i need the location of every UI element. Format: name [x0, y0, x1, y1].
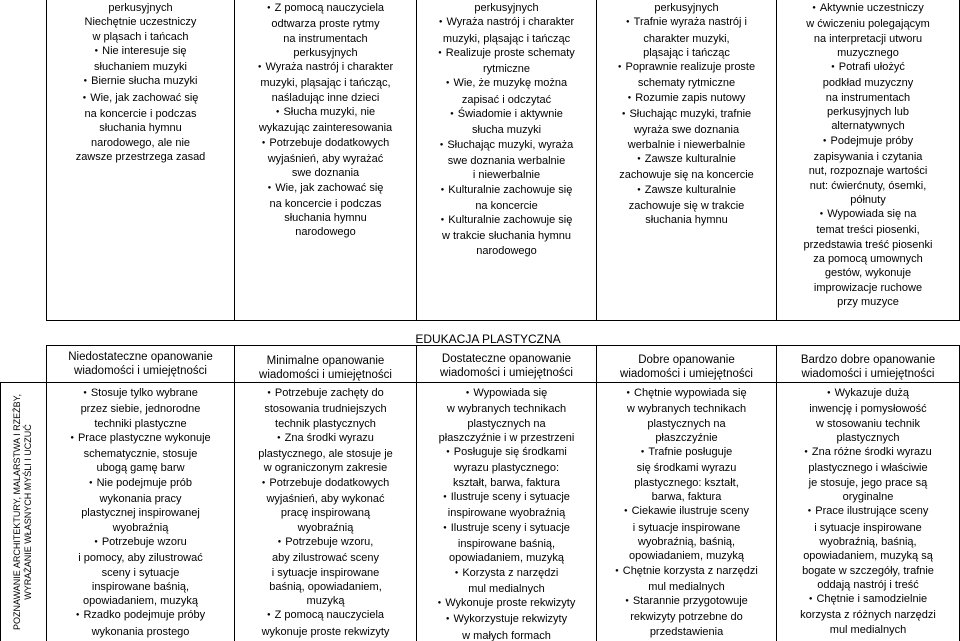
item-continuation: mul medialnych [829, 623, 907, 636]
bottom-cell-minimalne [235, 386, 416, 641]
grade-header-line: wiadomości i umiejętności [440, 367, 573, 379]
grade-header-dostateczne [417, 352, 596, 380]
item-continuation: barwa, faktura [651, 491, 722, 504]
grade-header-niedostateczne [47, 350, 234, 378]
item-continuation: wyrazu plastycznego: [453, 462, 560, 475]
grade-header-line: wiadomości i umiejętności [259, 369, 392, 381]
bullet-item: ● Świadomie i aktywnie [417, 107, 596, 123]
bullet-item: ● Prace plastyczne wykonuje [47, 431, 234, 447]
item-continuation: je stosuje, jego prace są [808, 476, 928, 489]
item-continuation: plastycznych na [647, 417, 726, 430]
item-continuation: w ćwiczeniu polegającym [806, 18, 930, 31]
bullet-item: ● Starannie przygotowuje [597, 594, 776, 610]
item-continuation: opowiadaniem, muzyką [629, 550, 744, 563]
item-continuation: przy muzyce [837, 295, 899, 308]
grade-header-line: Niedostateczne opanowanie [68, 351, 213, 363]
table-border [0, 382, 960, 383]
bullet-item: ● Potrzebuje dodatkowych [235, 136, 416, 152]
item-continuation: sceny i sytuacje [101, 566, 180, 579]
bullet-item: ● Wie, jak zachować się [47, 91, 234, 107]
item-continuation: i pomocy, aby zilustrować [78, 552, 203, 565]
item-continuation: muzyki, pląsając i tańcząc, [260, 77, 391, 90]
item-continuation: oryginalne [842, 491, 894, 504]
bullet-item: ● Trafnie posługuje [597, 445, 776, 461]
bullet-item: ● Z pomocą nauczyciela [235, 1, 416, 17]
item-continuation: inspirowane baśnią, [91, 580, 190, 593]
bullet-item: ● Biernie słucha muzyki [47, 74, 234, 90]
item-continuation: alternatywnych [831, 120, 905, 133]
bullet-item: ● Chętnie i samodzielnie [777, 592, 959, 608]
bottom-cell-dobre [597, 386, 776, 641]
item-continuation: w pląsach i tańcach [92, 30, 189, 43]
bullet-item: ● Potrzebuje wzoru [47, 535, 234, 551]
grade-header-minimalne [235, 354, 416, 382]
item-continuation: pląsając i tańcząc [643, 46, 730, 59]
bullet-item: ● Zna różne środki wyrazu [777, 445, 959, 461]
bullet-item: ● Zawsze kulturalnie [597, 152, 776, 168]
item-continuation: technik plastycznych [275, 417, 376, 430]
bullet-item: ● Potrzebuje dodatkowych [235, 476, 416, 492]
item-continuation: zapisać i odczytać [461, 93, 552, 106]
item-continuation: narodowego [295, 226, 356, 239]
item-continuation: schematycznie, stosuje [83, 448, 198, 461]
item-continuation: narodowego [476, 244, 537, 257]
bullet-item: ● Wyraża nastrój i charakter [417, 15, 596, 31]
bullet-item: ● Wykorzystuje rekwizyty [417, 612, 596, 628]
bullet-item: ● Podejmuje próby [777, 134, 959, 150]
grade-header-line: Dobre opanowanie [638, 354, 735, 366]
bullet-item: ● Potrafi ułożyć [777, 60, 959, 76]
bullet-item: ● Potrzebuje wzoru, [235, 535, 416, 551]
item-continuation: przedstawia treść piosenki [803, 238, 933, 251]
item-continuation: wyobraźnią, baśnią, [819, 535, 917, 548]
item-continuation: temat treści piosenki, [816, 224, 920, 237]
bottom-cell-bardzo-dobre [777, 386, 959, 641]
item-continuation: opowiadaniem, muzyką [449, 552, 564, 565]
row-label-line: WYRAŻANIE WŁASNYCH MYŚLI I UCZUĆ [23, 424, 33, 600]
grade-header-line: Minimalne opanowanie [266, 355, 385, 367]
item-continuation: słuchaniem muzyki [94, 61, 187, 74]
item-continuation: nut, rozpoznaje wartości [808, 165, 928, 178]
item-continuation: naśladując inne dzieci [271, 91, 380, 104]
item-continuation: narodowego, ale nie [90, 136, 191, 149]
item-continuation: podkład muzyczny [822, 77, 914, 90]
top-cell-dobre [597, 1, 776, 320]
bullet-item: ● Nie interesuje się [47, 44, 234, 60]
bullet-item: ● Korzysta z narzędzi [417, 566, 596, 582]
item-continuation: muzyki, pląsając i tańcząc [442, 32, 571, 45]
item-continuation: w trakcie słuchania hymnu [441, 230, 571, 243]
grade-header-line: Dostateczne opanowanie [441, 353, 572, 365]
bullet-item: ● Rzadko podejmuje próby [47, 608, 234, 624]
grade-header-dobre [597, 353, 776, 381]
item-continuation: plastycznych [836, 431, 900, 444]
top-cell-minimalne [235, 1, 416, 320]
item-continuation: mul medialnych [648, 580, 725, 593]
bullet-item: ● Aktywnie uczestniczy [777, 1, 959, 17]
bullet-item: ● Stosuje tylko wybrane [47, 386, 234, 402]
bullet-item: ● Potrzebuje zachęty do [235, 386, 416, 402]
item-continuation: plastycznych na [467, 417, 546, 430]
bullet-item: ● Ilustruje sceny i sytuacje [417, 521, 596, 537]
item-continuation: zachowuje się na koncercie [619, 169, 754, 182]
item-continuation: gestów, wykonuje [824, 267, 912, 280]
item-continuation: inspirowane baśnią, [457, 537, 556, 550]
row-label-line: POZNAWANIE ARCHITEKTURY, MALARSTWA I RZEŹBY, [12, 393, 22, 631]
item-continuation: baśnią, opowiadaniem, [269, 580, 382, 593]
item-continuation: się środkami wyrazu [636, 462, 737, 475]
item-continuation: wykonania pracy [99, 493, 182, 506]
item-continuation: plastycznego, ale stosuje je [258, 448, 393, 461]
table-border [46, 320, 960, 321]
item-continuation: aby zilustrować sceny [272, 552, 379, 565]
item-continuation: pracę inspirowaną [280, 507, 371, 520]
item-continuation: rekwizyty potrzebne do [630, 611, 743, 624]
item-continuation: i sytuacje inspirowane [271, 566, 380, 579]
item-continuation: inwencję i pomysłowość [809, 403, 927, 416]
grade-header-line: wiadomości i umiejętności [620, 368, 753, 380]
bullet-item: ● Kulturalnie zachowuje się [417, 213, 596, 229]
item-continuation: na instrumentach [283, 32, 368, 45]
item-continuation: na koncercie i podczas [84, 108, 197, 121]
bullet-item: ● Wypowiada się na [777, 207, 959, 223]
bullet-item: ● Z pomocą nauczyciela [235, 608, 416, 624]
item-continuation: wyraża swe doznania [633, 124, 740, 137]
item-continuation: w ograniczonym zakresie [263, 462, 388, 475]
bullet-item: ● Słucha muzyki, nie [235, 105, 416, 121]
item-continuation: perkusyjnych [293, 46, 358, 59]
item-continuation: przez siebie, jednorodne [80, 403, 201, 416]
item-continuation: perkusyjnych [654, 2, 719, 14]
top-cell-niedostateczne [47, 1, 234, 320]
item-continuation: w stosowaniu technik [816, 417, 920, 430]
bullet-item: ● Chętnie wypowiada się [597, 386, 776, 402]
row-label-text [12, 394, 34, 630]
bullet-item: ● Wykonuje proste rekwizyty [417, 596, 596, 612]
bottom-cell-dostateczne [417, 386, 596, 641]
item-continuation: za pomocą umownych [813, 253, 923, 266]
bullet-item: ● Zawsze kulturalnie [597, 183, 776, 199]
item-continuation: plastycznej inspirowanej [81, 507, 200, 520]
item-continuation: na koncercie [475, 199, 538, 212]
bullet-item: ● Wie, jak zachować się [235, 181, 416, 197]
grade-header-line: wiadomości i umiejętności [801, 368, 935, 380]
item-continuation: przedstawienia [649, 625, 724, 638]
item-continuation: bogate w szczegóły, trafnie [802, 564, 934, 577]
bullet-item: ● Wie, że muzykę można [417, 76, 596, 92]
item-continuation: nut: ćwierćnuty, ósemki, [809, 179, 927, 192]
item-continuation: schematy rytmiczne [637, 77, 736, 90]
item-continuation: na instrumentach [825, 91, 911, 104]
item-continuation: i niewerbalnie [472, 169, 541, 182]
item-continuation: korzysta z różnych narzędzi [800, 609, 936, 622]
item-continuation: na interpretacji utworu [813, 32, 923, 45]
item-continuation: słuchania hymnu [99, 122, 182, 135]
item-continuation: kształt, barwa, faktura [453, 476, 560, 489]
item-continuation: zawsze przestrzega zasad [75, 150, 206, 163]
bullet-item: ● Słuchając muzyki, wyraża [417, 138, 596, 154]
item-continuation: swe doznania [291, 167, 360, 180]
grade-header-bardzo-dobre [777, 353, 959, 381]
item-continuation: opowiadaniem, muzyką są [803, 550, 933, 563]
item-continuation: muzycznego [837, 46, 899, 59]
item-continuation: wyobraźnią [297, 521, 354, 534]
item-continuation: w wybranych technikach [446, 403, 567, 416]
item-continuation: werbalnie i niewerbalnie [627, 138, 746, 151]
item-continuation: charakter muzyki, [643, 32, 730, 45]
item-continuation: improwizacje ruchowe [813, 281, 923, 294]
bullet-item: ● Zna środki wyrazu [235, 431, 416, 447]
item-continuation: wykonuje proste rekwizyty [261, 625, 390, 638]
top-cell-bardzo-dobre [777, 1, 959, 320]
item-continuation: Niechętnie uczestniczy [84, 16, 197, 29]
bullet-item: ● Chętnie korzysta z narzędzi [597, 564, 776, 580]
item-continuation: plastycznego: kształt, [634, 476, 739, 489]
item-continuation: i sytuacje inspirowane [814, 521, 922, 534]
item-continuation: odtwarza proste rytmy [271, 18, 380, 31]
grade-header-line: wiadomości i umiejętności [74, 365, 207, 377]
item-continuation: płaszczyźnie i w przestrzeni [438, 431, 575, 444]
item-continuation: słuchania hymnu [645, 214, 728, 227]
item-continuation: opowiadaniem, muzyką [83, 595, 198, 608]
item-continuation: wyjaśnień, aby wyrażać [267, 152, 384, 165]
item-continuation: swe doznania werbalnie [447, 154, 566, 167]
item-continuation: w małych formach [462, 629, 551, 641]
bullet-item: ● Słuchając muzyki, trafnie [597, 107, 776, 123]
item-continuation: wykonania prostego [91, 625, 190, 638]
item-continuation: wyobraźnią, baśnią, [637, 535, 736, 548]
item-continuation: płaszczyźnie [655, 431, 718, 444]
bullet-item: ● Wypowiada się [417, 386, 596, 402]
item-continuation: zapisywania i czytania [813, 150, 923, 163]
item-continuation: wyobraźnią [112, 521, 169, 534]
item-continuation: techniki plastyczne [94, 417, 187, 430]
item-continuation: stosowania trudniejszych [264, 403, 387, 416]
item-continuation: muzyką [306, 595, 345, 608]
item-continuation: słuchania hymnu [284, 212, 367, 225]
item-continuation: na koncercie i podczas [269, 197, 382, 210]
item-continuation: wyjaśnień, aby wykonać [266, 493, 385, 506]
bullet-item: ● Ciekawie ilustruje sceny [597, 504, 776, 520]
item-continuation: inspirowane wyobraźnią [447, 507, 566, 520]
item-continuation: zachowuje się w trakcie [628, 199, 745, 212]
row-label [0, 383, 46, 641]
bullet-item: ● Trafnie wyraża nastrój i [597, 15, 776, 31]
item-continuation: perkusyjnych [474, 2, 539, 14]
bullet-item: ● Realizuje proste schematy [417, 46, 596, 62]
item-continuation: wykazując zainteresowania [258, 122, 393, 135]
item-continuation: oddają nastrój i treść [817, 578, 919, 591]
bullet-item: ● Ilustruje sceny i sytuacje [417, 490, 596, 506]
bottom-cell-niedostateczne [47, 386, 234, 641]
bullet-item: ● Wyraża nastrój i charakter [235, 60, 416, 76]
section-title: EDUKACJA PLASTYCZNA [415, 332, 561, 346]
top-cell-dostateczne [417, 1, 596, 320]
bullet-item: ● Posługuje się środkami [417, 445, 596, 461]
bullet-item: ● Nie podejmuje prób [47, 476, 234, 492]
item-continuation: plastycznego i właściwie [808, 462, 928, 475]
item-continuation: perkusyjnych [108, 2, 173, 14]
bullet-item: ● Prace ilustrujące sceny [777, 504, 959, 520]
item-continuation: i sytuacje inspirowane [632, 521, 741, 534]
item-continuation: perkusyjnych lub [827, 106, 909, 119]
bullet-item: ● Wykazuje dużą [777, 386, 959, 402]
grade-header-line: Bardzo dobre opanowanie [800, 354, 936, 366]
item-continuation: ubogą gamę barw [96, 462, 185, 475]
item-continuation: półnuty [850, 193, 886, 206]
bullet-item: ● Poprawnie realizuje proste [597, 60, 776, 76]
item-continuation: słucha muzyki [471, 124, 542, 137]
item-continuation: mul medialnych [468, 582, 545, 595]
bullet-item: ● Rozumie zapis nutowy [597, 91, 776, 107]
item-continuation: rytmiczne [482, 63, 531, 76]
bullet-item: ● Kulturalnie zachowuje się [417, 183, 596, 199]
item-continuation: w wybranych technikach [626, 403, 747, 416]
